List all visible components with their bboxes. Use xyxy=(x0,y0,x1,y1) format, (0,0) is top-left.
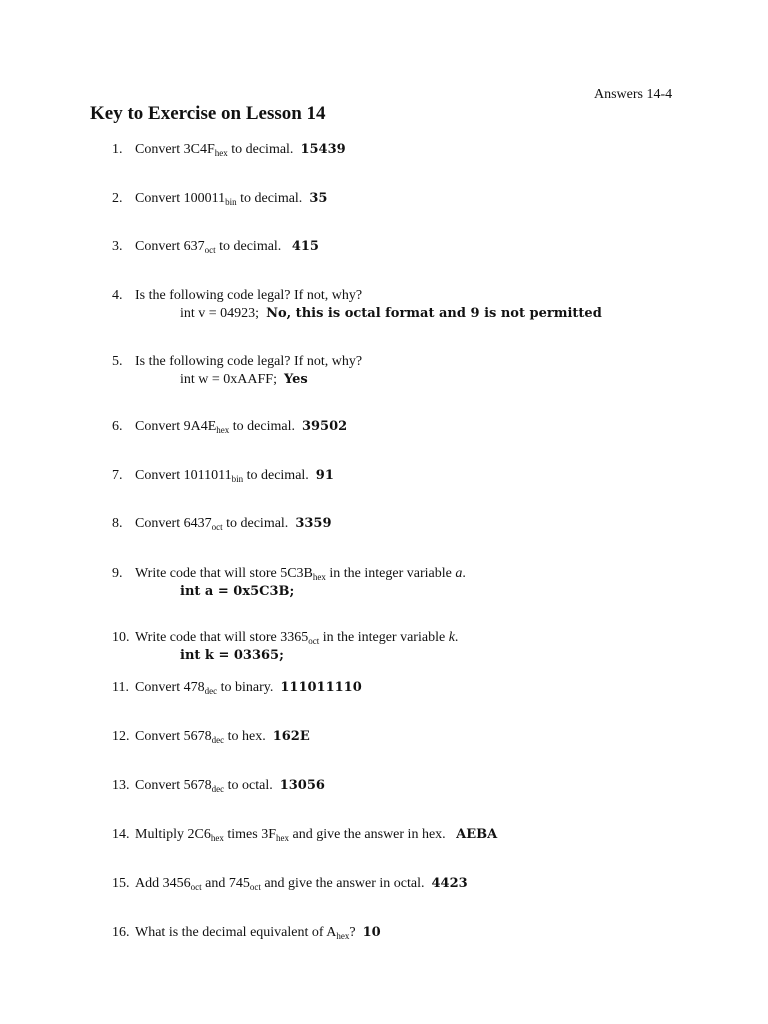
question-14: 14. Multiply $2C6_{hex}$ times $3F_{hex}$ and give the answer in hex. AEBA xyxy=(112,827,498,843)
answer-14: AEBA xyxy=(456,827,498,842)
answer-13: 13056 xyxy=(279,778,325,793)
answer-11: 111011110 xyxy=(280,680,362,695)
question-3: 3. Convert $637_{oct}$ to decimal. 415 xyxy=(112,239,319,255)
question-13: 13. Convert $5678_{dec}$ to octal. 13056 xyxy=(112,778,325,794)
answer-5: Yes xyxy=(283,372,308,387)
answer-2: 35 xyxy=(309,191,328,206)
answer-10: int k = 03365; xyxy=(180,648,284,663)
question-6: 6. Convert $9A4E_{hex}$ to decimal. 39502 xyxy=(112,419,348,435)
answer-6: 39502 xyxy=(301,419,348,434)
question-1: 1. Convert $3C4F_{hex}$ to decimal. 15439 xyxy=(112,142,346,158)
answer-15: 4423 xyxy=(431,876,468,891)
question-12: 12. Convert $5678_{dec}$ to hex. 162E xyxy=(112,729,310,745)
question-8: 8. Convert $6437_{oct}$ to decimal. 3359 xyxy=(112,516,332,532)
answer-9: int a = 0x5C3B; xyxy=(180,584,295,599)
answer-16: 10 xyxy=(362,925,381,940)
question-4: 4. Is the following code legal? If not, why? int v = 04923; No, this is octal format and 9 is not permitted xyxy=(112,288,602,321)
question-11: 11. Convert $478_{dec}$ to binary. 111011110 xyxy=(112,680,362,696)
question-5: 5. Is the following code legal? If not, why? int w = 0xAAFF; Yes xyxy=(112,354,363,387)
answer-1: 15439 xyxy=(300,142,346,157)
question-15: 15. Add $3456_{oct}$ and $745_{oct}$ and give the answer in octal. 4423 xyxy=(112,876,468,892)
page-title: Key to Exercise on Lesson 14 xyxy=(90,103,326,124)
answer-3: 415 xyxy=(291,239,319,254)
answer-4: No, this is octal format and 9 is not permitted xyxy=(266,306,602,321)
header-answers-label: Answers 14-4 xyxy=(594,87,673,102)
question-10: 10. Write code that will store $3365_{oct}$ in the integer variable k. int k = 03365; xyxy=(112,630,459,663)
answer-8: 3359 xyxy=(295,516,332,531)
question-7: 7. Convert $1011011_{bin}$ to decimal. 91 xyxy=(112,468,334,484)
question-16: 16. What is the decimal equivalent of $A_{hex}$? 10 xyxy=(112,925,381,941)
question-9: 9. Write code that will store $5C3B_{hex}$ in the integer variable a. int a = 0x5C3B; xyxy=(112,566,466,599)
answer-7: 91 xyxy=(315,468,334,483)
answer-12: 162E xyxy=(272,729,310,744)
question-2: 2. Convert $100011_{bin}$ to decimal. 35 xyxy=(112,191,328,207)
